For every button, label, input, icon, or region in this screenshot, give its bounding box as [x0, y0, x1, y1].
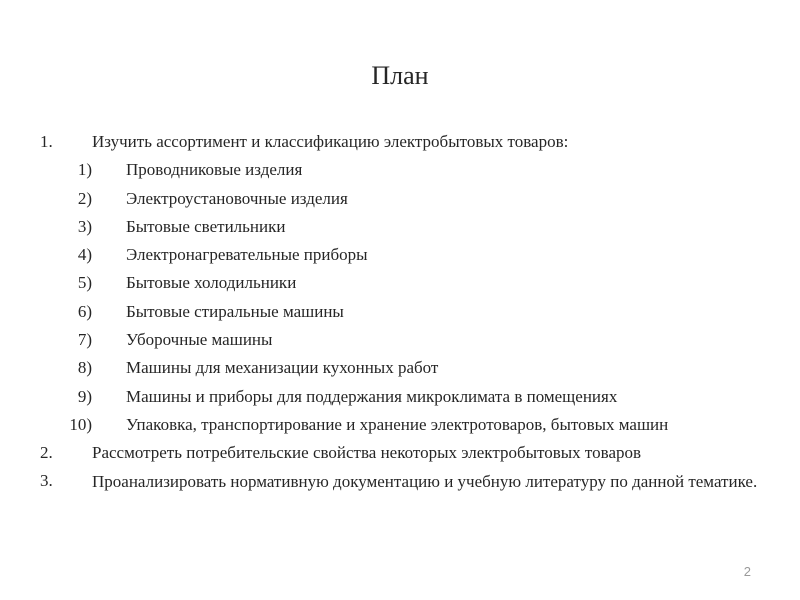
sub-item-text: Бытовые светильники [126, 216, 286, 236]
sub-item-text: Уборочные машины [126, 330, 273, 350]
list-item-text: Проанализировать нормативную документацию и учебную литературу по данной тематике. [92, 472, 758, 492]
slide-number: 2 [743, 564, 751, 579]
list-item-number: 1. [40, 132, 53, 151]
sub-item-number: 2) [77, 188, 92, 208]
list-item [0, 467, 800, 493]
list-item [0, 439, 800, 467]
sub-item-text: Бытовые холодильники [126, 273, 297, 293]
sub-item-number: 10) [69, 414, 92, 434]
list-item-text: Изучить ассортимент и классификацию электробытовых товаров: [92, 132, 569, 151]
sub-list-item [0, 185, 800, 213]
sub-list-item [0, 411, 800, 439]
sub-item-text: Бытовые стиральные машины [126, 301, 344, 321]
sub-item-text: Проводниковые изделия [126, 160, 303, 180]
sub-item-text: Электроустановочные изделия [126, 188, 348, 208]
sub-list-item [0, 156, 800, 184]
list-item [0, 128, 800, 156]
sub-list-item [0, 241, 800, 269]
sub-item-text: Упаковка, транспортирование и хранение электротоваров, бытовых машин [126, 414, 669, 434]
sub-item-number: 5) [77, 273, 92, 293]
sub-item-text: Электронагревательные приборы [126, 245, 368, 265]
sub-item-number: 3) [77, 216, 92, 236]
plan-list [0, 128, 800, 493]
sub-item-number: 8) [77, 358, 92, 378]
list-item-number: 2. [40, 442, 53, 462]
sub-list-item [0, 326, 800, 354]
sub-item-text: Машины и приборы для поддержания микроклимата в помещениях [126, 386, 618, 406]
list-item-number: 3. [40, 471, 53, 491]
sub-item-number: 9) [77, 386, 92, 406]
sub-list-item [0, 354, 800, 382]
sub-item-number: 4) [77, 245, 92, 265]
sub-item-number: 6) [77, 301, 92, 321]
list-item-text: Рассмотреть потребительские свойства некоторых электробытовых товаров [92, 442, 642, 462]
sub-item-number: 1) [77, 160, 92, 180]
sub-item-text: Машины для механизации кухонных работ [126, 358, 439, 378]
sub-list-item [0, 298, 800, 326]
sub-list-item [0, 213, 800, 241]
sub-list-item [0, 383, 800, 411]
slide-title: План [371, 61, 429, 90]
sub-list-item [0, 269, 800, 297]
sub-item-number: 7) [77, 330, 92, 350]
